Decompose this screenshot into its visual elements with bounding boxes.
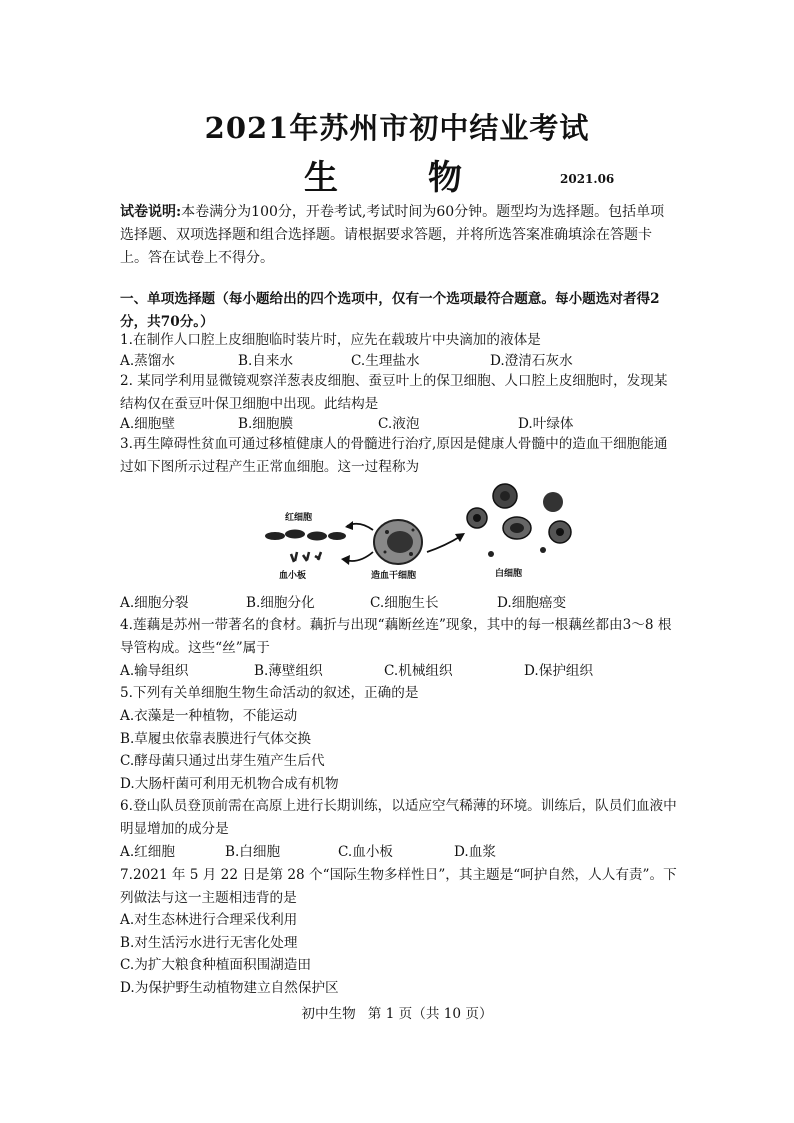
q7-option-d: D.为保护野生动植物建立自然保护区 (120, 980, 339, 996)
q4-option-a: A.输导组织 (120, 663, 189, 679)
footer-page-number: 第 1 页（共 10 页） (367, 1006, 493, 1022)
label-platelet: 血小板 (279, 571, 307, 581)
arrow-to-wbc (427, 536, 461, 552)
footer-subject: 初中生物 (301, 1006, 356, 1022)
question-3-stem: 3.再生障碍性贫血可通过移植健康人的骨髓进行治疗,原因是健康人骨髓中的造血干细胞能通过如下图所示过程产生正常血细胞。这一过程称为 (120, 436, 668, 475)
q5-option-b: B.草履虫依靠表膜进行气体交换 (120, 731, 312, 747)
question-7-stem: 7.2021 年 5 月 22 日是第 28 个“国际生物多样性日”，其主题是“呵护自然，人人有责”。下列做法与这一主题相违背的是 (120, 867, 677, 906)
q2-option-b: B.细胞膜 (238, 416, 294, 432)
label-stem-cell: 造血干细胞 (371, 571, 417, 581)
instructions-label: 试卷说明: (120, 204, 182, 220)
q1-option-d: D.澄清石灰水 (490, 353, 573, 369)
q1-option-b: B.自来水 (238, 353, 294, 369)
exam-title: 2021年苏州市初中结业考试 (204, 111, 590, 145)
exam-date: 2021.06 (560, 172, 615, 186)
q4-option-d: D.保护组织 (524, 663, 594, 679)
q6-option-d: D.血浆 (454, 844, 496, 860)
platelets (291, 552, 321, 562)
q2-option-a: A.细胞壁 (120, 416, 175, 432)
blood-cell-figure (255, 480, 585, 592)
question-1-stem: 1.在制作人口腔上皮细胞临时装片时，应先在载玻片中央滴加的液体是 (120, 332, 541, 348)
arrow-head-platelet (341, 555, 350, 565)
instructions (120, 201, 676, 270)
q2-option-c: C.液泡 (378, 416, 420, 432)
q7-option-c: C.为扩大粮食种植面积围湖造田 (120, 957, 311, 973)
q5-option-c: C.酵母菌只通过出芽生殖产生后代 (120, 753, 325, 769)
q6-option-a: A.红细胞 (120, 844, 175, 860)
q1-option-c: C.生理盐水 (351, 353, 420, 369)
q7-option-b: B.对生活污水进行无害化处理 (120, 935, 298, 951)
q1-option-a: A.蒸馏水 (120, 353, 175, 369)
q5-option-d: D.大肠杆菌可利用无机物合成有机物 (120, 776, 339, 792)
label-white-blood-cell: 白细胞 (495, 569, 523, 579)
q5-option-a: A.衣藻是一种植物，不能运动 (120, 708, 298, 724)
question-4-stem: 4.莲藕是苏州一带著名的食材。藕折与出现“藕断丝连”现象，其中的每一根藕丝都由3～8 根导管构成。这些“丝”属于 (120, 617, 672, 656)
q4-option-c: C.机械组织 (384, 663, 453, 679)
q3-option-b: B.细胞分化 (246, 595, 315, 611)
question-2-stem: 2. 某同学利用显微镜观察洋葱表皮细胞、蚕豆叶上的保卫细胞、人口腔上皮细胞时，发现某结构仅在蚕豆叶保卫细胞中出现。此结构是 (120, 373, 668, 412)
white-blood-cells (467, 484, 571, 557)
q3-option-c: C.细胞生长 (370, 595, 439, 611)
q3-option-a: A.细胞分裂 (120, 595, 189, 611)
section-heading: 一、单项选择题（每小题给出的四个选项中，仅有一个选项最符合题意。每小题选对者得2分，共70分。） (120, 291, 660, 330)
q2-option-d: D.叶绿体 (518, 416, 574, 432)
q7-option-a: A.对生态林进行合理采伐利用 (120, 912, 298, 928)
instructions-text: 本卷满分为100分，开卷考试,考试时间为60分钟。题型均为选择题。包括单项选择题、双项选择题和组合选择题。请根据要求答题，并将所选答案准确填涂在答题卡上。答在试卷上不得分。 (120, 204, 665, 266)
arrow-head-wbc (455, 533, 465, 542)
stem-cell (374, 520, 422, 564)
arrow-head-rbc (345, 521, 353, 530)
subject-title: 生 物 (304, 158, 490, 198)
label-red-blood-cell: 红细胞 (285, 513, 313, 523)
q6-option-c: C.血小板 (338, 844, 394, 860)
question-6-stem: 6.登山队员登顶前需在高原上进行长期训练，以适应空气稀薄的环境。训练后，队员们血液中明显增加的成分是 (120, 798, 677, 837)
question-5-stem: 5.下列有关单细胞生物生命活动的叙述，正确的是 (120, 685, 419, 701)
red-blood-cells (265, 530, 346, 541)
q6-option-b: B.白细胞 (225, 844, 281, 860)
q4-option-b: B.薄壁组织 (254, 663, 323, 679)
page-footer (0, 1002, 794, 1022)
q3-option-d: D.细胞癌变 (497, 595, 567, 611)
